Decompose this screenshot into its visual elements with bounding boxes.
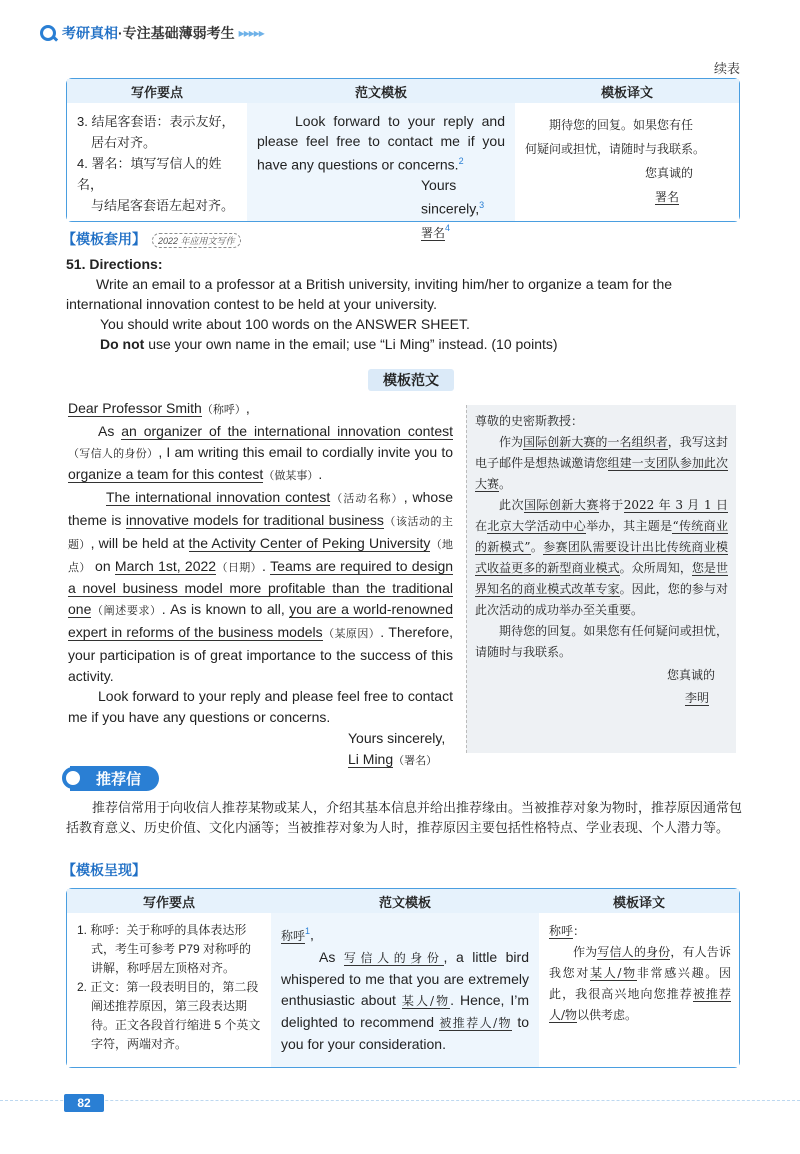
text: 此次 xyxy=(499,498,524,512)
text: , whose theme is xyxy=(68,489,453,528)
letter-salutation xyxy=(68,398,453,421)
comma: , xyxy=(245,400,250,416)
col-header-translation: 模板译文 xyxy=(600,84,653,100)
text: 举办，其主题是 xyxy=(586,519,673,533)
text: 。众所周知， xyxy=(619,561,692,575)
note: （阐述要求） xyxy=(91,604,162,618)
date-text: 2022 年 3 月 1 日 xyxy=(623,498,728,512)
point-line: 居右对齐。 xyxy=(91,135,157,150)
note: （地点） xyxy=(68,537,454,574)
question-line3 xyxy=(66,334,742,354)
search-logo-icon xyxy=(40,25,56,41)
text: on xyxy=(90,557,115,574)
note: （该活动的主题） xyxy=(68,514,453,551)
trans-closing: 您真诚的 xyxy=(645,166,694,180)
col-header-template: 范文模板 xyxy=(378,894,431,910)
text: 作为 xyxy=(499,435,524,449)
template-body-text: Look forward to your reply and please feel free to contact me if you have any questions or concerns. xyxy=(257,113,505,173)
letter-closing: Yours sincerely, xyxy=(348,729,446,746)
point-line: 3. 结尾客套语：表示友好， xyxy=(77,114,235,129)
trans-paragraph-3: 期待您的回复。如果您有任何疑问或担忧，请随时与我联系。 xyxy=(475,624,728,659)
theme-text: “传统商业的新模式” xyxy=(475,519,728,554)
page-number: 82 xyxy=(64,1094,104,1112)
question-line3-text: use your own name in the email; use “Li Ming” instead. (10 points) xyxy=(144,336,558,352)
apply-section-tag xyxy=(62,229,241,249)
point-line: 4. 署名：填写写信人的姓名， xyxy=(77,156,222,192)
trans-sign: 李明 xyxy=(685,691,710,705)
location-text: the Activity Center of Peking University xyxy=(188,534,431,551)
salutation-note: （称呼） xyxy=(201,403,246,416)
identity-text: an organizer of the international innovation contest xyxy=(121,422,453,439)
footnote-2: 2 xyxy=(458,156,464,166)
requirement-text: Teams are required to design a novel business model more profitable than the traditional one xyxy=(68,557,454,618)
search-logo-icon xyxy=(62,767,84,789)
question-line2: You should write about 100 words on the ANSWER SHEET. xyxy=(100,316,470,332)
object-placeholder: 某人/物 xyxy=(590,966,637,980)
salutation-text: Dear Professor Smith xyxy=(68,400,202,416)
text: 将于 xyxy=(598,498,624,512)
question-line1: Write an email to a professor at a British university, inviting him/her to organize a team for the international innovation contest to be held at your university. xyxy=(66,276,673,312)
text: . As is known to all, xyxy=(161,601,290,618)
question-number: 51. Directions: xyxy=(66,256,163,272)
note: （活动名称） xyxy=(330,492,404,506)
point-line: 与结尾客套语左起对齐。 xyxy=(91,198,235,213)
template-sign xyxy=(257,218,505,243)
text: , will be held at xyxy=(90,534,189,551)
reason-text: 您是世界知名的商业模式改革专家 xyxy=(475,561,728,596)
requirement-text: 参赛团队需要设计出比传统商业模式收益更多的新型商业模式 xyxy=(475,540,728,575)
points-cell xyxy=(67,913,271,1067)
letter-paragraph-3: Look forward to your reply and please feel free to contact me if you have any questions or concerns. xyxy=(68,688,453,726)
comma: , xyxy=(310,926,314,943)
sign-placeholder: 署名 xyxy=(421,225,446,240)
do-not-emphasis: Do not xyxy=(100,336,145,352)
template-cell xyxy=(271,913,539,1067)
continued-label: 续表 xyxy=(713,62,740,77)
text: 作为 xyxy=(573,945,598,959)
letter-translation xyxy=(466,405,736,753)
trans-line: 何疑问或担忧，请随时与我联系。 xyxy=(525,142,706,156)
identity-placeholder: 写信人的身份 xyxy=(343,950,444,965)
text: to you for your consideration. xyxy=(281,1013,529,1052)
template-closing xyxy=(257,175,505,219)
sign-name: Li Ming xyxy=(348,750,394,767)
model-letter xyxy=(68,398,453,772)
salutation-placeholder: 称呼 xyxy=(281,928,306,943)
note: （日期） xyxy=(216,560,262,574)
trans-paragraph-2 xyxy=(475,495,728,621)
note: （写信人的身份） xyxy=(68,446,159,460)
letter-paragraph-1 xyxy=(68,421,453,487)
tpl-body xyxy=(281,947,529,1055)
template-body xyxy=(257,111,505,175)
trans-closing: 您真诚的 xyxy=(667,668,716,682)
apply-tag: 【模板套用】 xyxy=(62,231,146,247)
arrows-icon: ▸▸▸▸▸ xyxy=(238,26,264,40)
tr-salutation xyxy=(549,921,731,942)
tr-body xyxy=(549,942,731,1026)
salutation-placeholder: 称呼 xyxy=(549,924,574,938)
trans-line: 期待您的回复。如果您有任 xyxy=(549,118,694,132)
table-header xyxy=(67,889,739,913)
action-text: 组建一支团队参加此次大赛 xyxy=(475,456,728,491)
date-text: March 1st, 2022 xyxy=(114,557,217,574)
text: As xyxy=(319,948,344,965)
points-cell xyxy=(67,103,247,221)
trans-sign: 署名 xyxy=(655,190,680,204)
footnote-3: 3 xyxy=(479,199,485,210)
action-text: organize a team for this contest xyxy=(68,466,264,483)
letter-paragraph-2 xyxy=(68,487,453,686)
trans-salutation: 尊敬的史密斯教授： xyxy=(475,414,584,428)
section-intro: 推荐信常用于向收信人推荐某物或某人，介绍其基本信息并给出推荐缘由。当被推荐对象为物时，推荐原因通常包括教育意义、历史价值、文化内涵等；当被推荐对象为人时，推荐原因主要包括性格特点、学业表现、个人潜力等。 xyxy=(66,800,743,835)
template-table-2 xyxy=(66,888,740,1068)
text: , I am writing this email to cordially invite you to xyxy=(158,443,454,460)
recommended-placeholder: 被推荐人/物 xyxy=(549,987,731,1022)
text: , a little bird whispered to me that you are extremely enthusiastic about xyxy=(281,948,529,1008)
section-title: 推荐信 xyxy=(70,766,159,791)
col-header-translation: 模板译文 xyxy=(612,894,665,910)
text: . xyxy=(318,466,323,483)
text: 非常感兴趣。因此，我很高兴地向您推荐 xyxy=(549,966,731,1001)
text: As xyxy=(98,422,122,439)
reason-text: you are a world-renowned expert in reforms of the business models xyxy=(68,601,454,640)
tagline: ·专注基础薄弱考生 xyxy=(118,25,235,41)
text: . Therefore, your participation is of great importance to the success of this activity. xyxy=(68,623,453,684)
text: . Hence, I’m delighted to recommend xyxy=(281,991,529,1030)
col-header-points: 写作要点 xyxy=(130,84,183,100)
note: （署名） xyxy=(393,753,438,767)
section-title-recommendation xyxy=(62,765,159,791)
text: 在 xyxy=(475,519,488,533)
tpl-salutation xyxy=(281,921,529,947)
model-title: 模板范文 xyxy=(368,369,454,391)
trans-paragraph-1 xyxy=(475,432,728,495)
point-2: 2. 正文：第一段表明目的，第二段阐述推荐原因，第三段表达期待。正文各段首行缩进 5 个英文字符，两端对齐。 xyxy=(77,980,261,1051)
exam-year-note: 2022 年应用文写作 xyxy=(152,233,241,248)
event-name: 国际创新大赛 xyxy=(523,498,599,512)
translation-cell xyxy=(539,913,739,1067)
text: . xyxy=(261,557,271,574)
col-header-points: 写作要点 xyxy=(142,894,195,910)
page-header xyxy=(40,20,264,46)
theme-text: innovative models for traditional business xyxy=(125,511,384,528)
text: 。因此，您的参与对此次活动的成功举办至关重要。 xyxy=(475,582,728,617)
event-name: The international innovation contest xyxy=(106,489,331,506)
identity-placeholder: 写信人的身份 xyxy=(597,945,671,959)
footnote-4: 4 xyxy=(445,223,451,234)
template-cell xyxy=(247,103,515,240)
text: 。 xyxy=(499,477,512,491)
note: （某原因） xyxy=(322,626,381,640)
col-header-template: 范文模板 xyxy=(354,84,407,100)
object-placeholder: 某人/物 xyxy=(401,993,451,1008)
footnote-1: 1 xyxy=(305,926,311,936)
brand-name: 考研真相 xyxy=(62,25,118,41)
text: ，我写这封电子邮件是想热诚邀请您 xyxy=(475,435,728,470)
text: ，有人告诉我您对 xyxy=(549,945,731,980)
point-1: 1. 称呼：关于称呼的具体表达形式，考生可参考 P79 对称呼的讲解，称呼居左顶格对齐。 xyxy=(77,923,252,975)
location-text: 北京大学活动中心 xyxy=(487,519,587,533)
recommended-placeholder: 被推荐人/物 xyxy=(439,1015,512,1030)
question-block xyxy=(66,254,742,354)
table-header xyxy=(67,79,739,103)
translation-cell xyxy=(515,103,739,221)
footer-divider xyxy=(0,1100,800,1101)
text: 。 xyxy=(530,540,544,554)
note: （做某事） xyxy=(263,469,319,483)
colon: ： xyxy=(573,924,586,938)
identity-text: 国际创新大赛的一名组织者 xyxy=(523,435,668,449)
text: 以供考虑。 xyxy=(577,1008,638,1022)
closing-text: Yours sincerely, xyxy=(421,176,480,217)
present-tag: 【模板呈现】 xyxy=(62,862,146,878)
